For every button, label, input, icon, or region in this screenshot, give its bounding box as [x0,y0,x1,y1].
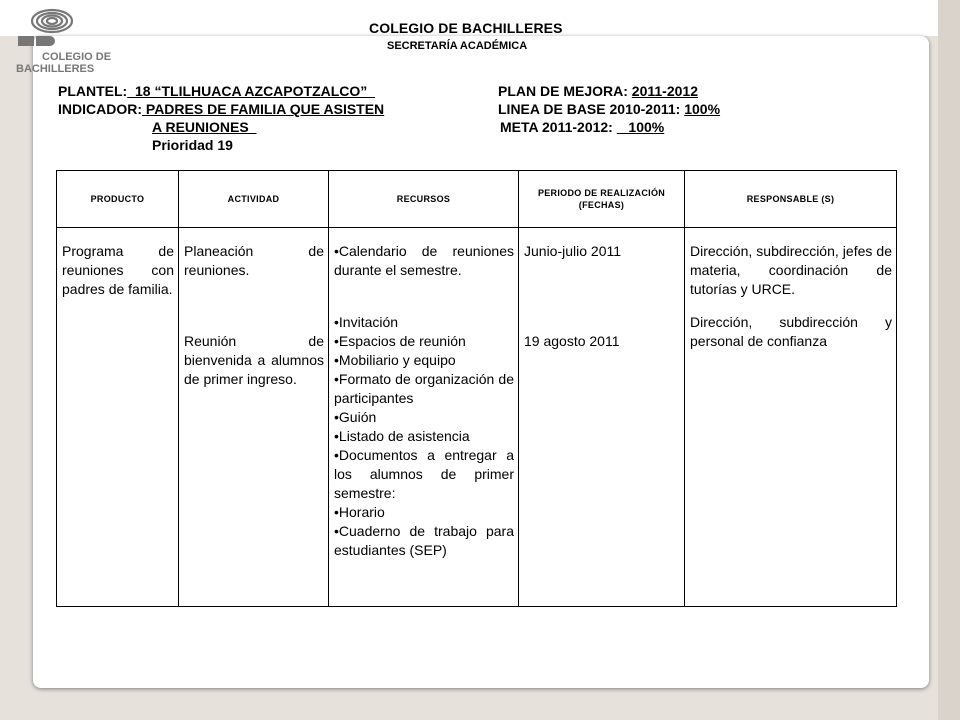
meta-label: META 2011-2012: [500,119,617,135]
right-margin-strip [938,0,960,720]
recurso-item: • Horario [334,503,514,522]
prioridad: Prioridad 19 [152,137,233,153]
recurso-item: • Calendario de reuniones durante el semestre. [334,242,514,280]
linea-base-label: LINEA DE BASE 2010-2011: [498,101,685,117]
indicador-line [58,101,384,118]
plan-value: 2011-2012 [631,83,698,99]
linea-base-value: 100% [684,101,721,117]
table-header-row [57,171,897,228]
recurso-item: • Invitación [334,313,514,332]
recurso-item: • Listado de asistencia [334,427,514,446]
plantel-line [58,83,375,100]
improvement-plan-table [56,170,897,607]
recurso-item: • Espacios de reunión [334,332,514,351]
colegio-de-bachilleres-logo [14,4,132,74]
periodo-1: Junio-julio 2011 [524,243,622,259]
header-producto: PRODUCTO [57,171,179,228]
cell-producto [57,228,179,607]
department-name: SECRETARÍA ACADÉMICA [387,40,528,52]
header-periodo: PERIODO DE REALIZACIÓN (FECHAS) [519,171,685,228]
indicador-line-2 [152,119,257,136]
svg-text:BACHILLERES: BACHILLERES [16,63,95,74]
header-recursos: RECURSOS [329,171,519,228]
plan-label: PLAN DE MEJORA: [498,83,632,99]
cell-actividad [179,228,329,607]
actividad-1: Planeación de reuniones. [184,243,324,278]
actividad-2: Reunión de bienvenida a alumnos de primer ingreso. [184,333,324,387]
header-responsable: RESPONSABLE (S) [685,171,897,228]
indicador-value-1: PADRES DE FAMILIA QUE ASISTEN [142,101,385,117]
header-actividad: ACTIVIDAD [179,171,329,228]
school-name: COLEGIO DE BACHILLERES [369,20,563,36]
table-row [57,228,897,607]
periodo-2: 19 agosto 2011 [524,333,620,349]
cell-responsable [685,228,897,607]
indicador-label: INDICADOR: [58,101,142,117]
responsable-1: Dirección, subdirección, jefes de materia, coordinación de tutorías y URCE. [690,243,892,297]
recurso-item: • Documentos a entregar a los alumnos de primer semestre: [334,446,514,503]
recurso-item: • Mobiliario y equipo [334,351,514,370]
recurso-item: • Cuaderno de trabajo para estudiantes (SEP) [334,522,514,560]
cell-recursos [329,228,519,607]
recurso-item: • Formato de organización de participantes [334,370,514,408]
linea-base-line [498,101,720,118]
meta-value: 100% [616,119,665,135]
svg-text:COLEGIO DE: COLEGIO DE [42,51,112,63]
plantel-value: 18 “TLILHUACA AZCAPOTZALCO” [127,83,376,99]
plan-line [498,83,698,100]
plantel-label: PLANTEL: [58,83,128,99]
cell-periodo [519,228,685,607]
producto-text: Programa de reuniones con padres de familia. [62,243,174,297]
responsable-2: Dirección, subdirección y personal de confianza [690,314,892,349]
indicador-value-2: A REUNIONES [152,119,257,135]
meta-line [500,119,664,136]
recurso-item: • Guión [334,408,514,427]
